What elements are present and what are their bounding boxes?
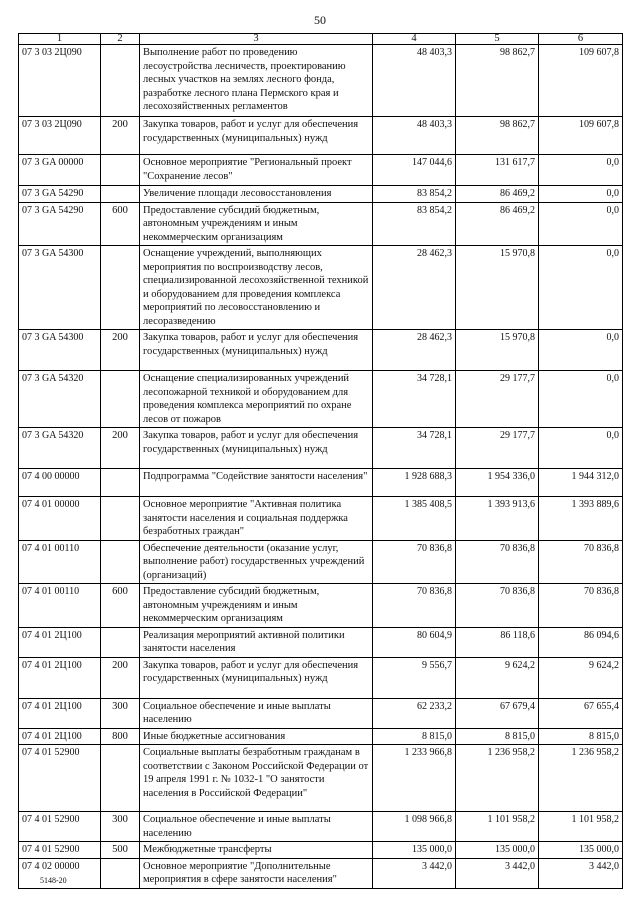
- value-cell: 70 836,8: [373, 584, 456, 628]
- type-cell: 300: [101, 698, 140, 728]
- value-cell: 29 177,7: [456, 428, 539, 469]
- table-body: [19, 45, 623, 889]
- type-cell: 500: [101, 842, 140, 859]
- value-cell: 0,0: [539, 371, 623, 428]
- value-cell: 1 101 958,2: [539, 812, 623, 842]
- code-cell: 07 4 02 00000: [19, 858, 101, 888]
- value-cell: 34 728,1: [373, 371, 456, 428]
- type-cell: [101, 371, 140, 428]
- type-cell: [101, 469, 140, 497]
- column-header: 5: [456, 34, 539, 45]
- value-cell: 109 607,8: [539, 117, 623, 155]
- type-cell: [101, 45, 140, 117]
- value-cell: 83 854,2: [373, 186, 456, 203]
- table-row: [19, 45, 623, 117]
- type-cell: 600: [101, 584, 140, 628]
- code-cell: 07 3 GA 54300: [19, 330, 101, 371]
- value-cell: 3 442,0: [373, 858, 456, 888]
- name-cell: Обеспечение деятельности (оказание услуг, выполнение работ) государственных учреждений (организаций): [140, 540, 373, 584]
- value-cell: 1 098 966,8: [373, 812, 456, 842]
- column-header: 1: [19, 34, 101, 45]
- value-cell: 0,0: [539, 186, 623, 203]
- value-cell: 147 044,6: [373, 155, 456, 186]
- type-cell: [101, 745, 140, 812]
- name-cell: Предоставление субсидий бюджетным, автономным учреждениям и иным некоммерческим организациям: [140, 584, 373, 628]
- code-cell: 07 3 GA 54290: [19, 202, 101, 246]
- name-cell: Иные бюджетные ассигнования: [140, 728, 373, 745]
- value-cell: 86 469,2: [456, 186, 539, 203]
- value-cell: 70 836,8: [456, 540, 539, 584]
- name-cell: Подпрограмма "Содействие занятости населения": [140, 469, 373, 497]
- table-row: [19, 330, 623, 371]
- table-row: [19, 728, 623, 745]
- value-cell: 3 442,0: [539, 858, 623, 888]
- type-cell: 300: [101, 812, 140, 842]
- code-cell: 07 4 01 00000: [19, 497, 101, 541]
- type-cell: 200: [101, 117, 140, 155]
- type-cell: 200: [101, 657, 140, 698]
- code-cell: 07 3 GA 54290: [19, 186, 101, 203]
- value-cell: 86 118,6: [456, 627, 539, 657]
- table-row: [19, 117, 623, 155]
- value-cell: 48 403,3: [373, 117, 456, 155]
- table-row: [19, 540, 623, 584]
- table-row: [19, 858, 623, 888]
- value-cell: 1 928 688,3: [373, 469, 456, 497]
- table-row: [19, 371, 623, 428]
- name-cell: Основное мероприятие "Дополнительные мероприятия в сфере занятости населения": [140, 858, 373, 888]
- table-row: [19, 812, 623, 842]
- value-cell: 28 462,3: [373, 246, 456, 330]
- value-cell: 0,0: [539, 330, 623, 371]
- table-header-row: [19, 34, 623, 45]
- code-cell: 07 4 01 52900: [19, 812, 101, 842]
- code-cell: 07 3 GA 54300: [19, 246, 101, 330]
- value-cell: 70 836,8: [456, 584, 539, 628]
- code-cell: 07 4 01 2Ц100: [19, 728, 101, 745]
- code-cell: 07 4 01 52900: [19, 745, 101, 812]
- value-cell: 1 233 966,8: [373, 745, 456, 812]
- budget-table: [18, 33, 623, 889]
- value-cell: 34 728,1: [373, 428, 456, 469]
- type-cell: [101, 858, 140, 888]
- name-cell: Закупка товаров, работ и услуг для обеспечения государственных (муниципальных) нужд: [140, 657, 373, 698]
- name-cell: Оснащение учреждений, выполняющих мероприятия по воспроизводству лесов, специализированной лесохозяйственной техникой и оборудованием для проведения комплекса мероприятий по лесовосстановлению и лесоразведению: [140, 246, 373, 330]
- value-cell: 48 403,3: [373, 45, 456, 117]
- type-cell: 600: [101, 202, 140, 246]
- table-row: [19, 584, 623, 628]
- name-cell: Оснащение специализированных учреждений лесопожарной техникой и оборудованием для проведения комплекса мероприятий по охране лесов от пожаров: [140, 371, 373, 428]
- value-cell: 1 944 312,0: [539, 469, 623, 497]
- table-row: [19, 246, 623, 330]
- name-cell: Выполнение работ по проведению лесоустройства лесничеств, проектированию лесных участков на землях лесного фонда, разработке лесного плана Пермского края и лесохозяйственных регламентов: [140, 45, 373, 117]
- name-cell: Социальное обеспечение и иные выплаты населению: [140, 698, 373, 728]
- value-cell: 131 617,7: [456, 155, 539, 186]
- value-cell: 83 854,2: [373, 202, 456, 246]
- value-cell: 8 815,0: [373, 728, 456, 745]
- code-cell: 07 3 GA 54320: [19, 371, 101, 428]
- document-code: 5148-20: [40, 876, 67, 885]
- type-cell: [101, 155, 140, 186]
- value-cell: 98 862,7: [456, 45, 539, 117]
- type-cell: [101, 540, 140, 584]
- value-cell: 135 000,0: [456, 842, 539, 859]
- code-cell: 07 3 GA 00000: [19, 155, 101, 186]
- value-cell: 0,0: [539, 202, 623, 246]
- value-cell: 70 836,8: [539, 584, 623, 628]
- value-cell: 29 177,7: [456, 371, 539, 428]
- code-cell: 07 4 01 52900: [19, 842, 101, 859]
- name-cell: Реализация мероприятий активной политики занятости населения: [140, 627, 373, 657]
- value-cell: 15 970,8: [456, 246, 539, 330]
- column-header: 3: [140, 34, 373, 45]
- value-cell: 70 836,8: [373, 540, 456, 584]
- column-header: 6: [539, 34, 623, 45]
- code-cell: 07 3 03 2Ц090: [19, 45, 101, 117]
- value-cell: 9 556,7: [373, 657, 456, 698]
- value-cell: 1 236 958,2: [539, 745, 623, 812]
- code-cell: 07 4 01 00110: [19, 584, 101, 628]
- table-row: [19, 202, 623, 246]
- table-row: [19, 745, 623, 812]
- table-row: [19, 155, 623, 186]
- table-row: [19, 428, 623, 469]
- value-cell: 67 679,4: [456, 698, 539, 728]
- name-cell: Основное мероприятие "Активная политика занятости населения и социальная поддержка безработных граждан": [140, 497, 373, 541]
- value-cell: 135 000,0: [373, 842, 456, 859]
- value-cell: 80 604,9: [373, 627, 456, 657]
- name-cell: Предоставление субсидий бюджетным, автономным учреждениям и иным некоммерческим организациям: [140, 202, 373, 246]
- value-cell: 62 233,2: [373, 698, 456, 728]
- code-cell: 07 3 GA 54320: [19, 428, 101, 469]
- name-cell: Увеличение площади лесовосстановления: [140, 186, 373, 203]
- value-cell: 1 385 408,5: [373, 497, 456, 541]
- type-cell: 200: [101, 330, 140, 371]
- name-cell: Социальные выплаты безработным гражданам в соответствии с Законом Российской Федерации от 19 апреля 1991 г. № 1032-1 "О занятости населения в Российской Федерации": [140, 745, 373, 812]
- type-cell: [101, 627, 140, 657]
- value-cell: 1 954 336,0: [456, 469, 539, 497]
- code-cell: 07 4 01 2Ц100: [19, 627, 101, 657]
- name-cell: Закупка товаров, работ и услуг для обеспечения государственных (муниципальных) нужд: [140, 117, 373, 155]
- name-cell: Закупка товаров, работ и услуг для обеспечения государственных (муниципальных) нужд: [140, 330, 373, 371]
- name-cell: Межбюджетные трансферты: [140, 842, 373, 859]
- type-cell: [101, 497, 140, 541]
- value-cell: 98 862,7: [456, 117, 539, 155]
- type-cell: 200: [101, 428, 140, 469]
- value-cell: 9 624,2: [456, 657, 539, 698]
- value-cell: 0,0: [539, 246, 623, 330]
- value-cell: 8 815,0: [456, 728, 539, 745]
- code-cell: 07 3 03 2Ц090: [19, 117, 101, 155]
- value-cell: 1 393 889,6: [539, 497, 623, 541]
- value-cell: 86 094,6: [539, 627, 623, 657]
- table-row: [19, 842, 623, 859]
- column-header: 4: [373, 34, 456, 45]
- code-cell: 07 4 00 00000: [19, 469, 101, 497]
- table-row: [19, 627, 623, 657]
- value-cell: 3 442,0: [456, 858, 539, 888]
- value-cell: 135 000,0: [539, 842, 623, 859]
- value-cell: 1 101 958,2: [456, 812, 539, 842]
- table-row: [19, 657, 623, 698]
- value-cell: 109 607,8: [539, 45, 623, 117]
- name-cell: Социальное обеспечение и иные выплаты населению: [140, 812, 373, 842]
- value-cell: 70 836,8: [539, 540, 623, 584]
- type-cell: 800: [101, 728, 140, 745]
- table-row: [19, 698, 623, 728]
- column-header: 2: [101, 34, 140, 45]
- table-row: [19, 186, 623, 203]
- value-cell: 1 393 913,6: [456, 497, 539, 541]
- page-number: 50: [314, 13, 326, 27]
- type-cell: [101, 186, 140, 203]
- value-cell: 86 469,2: [456, 202, 539, 246]
- value-cell: 0,0: [539, 155, 623, 186]
- value-cell: 9 624,2: [539, 657, 623, 698]
- value-cell: 15 970,8: [456, 330, 539, 371]
- table-row: [19, 497, 623, 541]
- table-row: [19, 469, 623, 497]
- value-cell: 8 815,0: [539, 728, 623, 745]
- value-cell: 67 655,4: [539, 698, 623, 728]
- value-cell: 28 462,3: [373, 330, 456, 371]
- code-cell: 07 4 01 00110: [19, 540, 101, 584]
- name-cell: Основное мероприятие "Региональный проект "Сохранение лесов": [140, 155, 373, 186]
- code-cell: 07 4 01 2Ц100: [19, 698, 101, 728]
- type-cell: [101, 246, 140, 330]
- name-cell: Закупка товаров, работ и услуг для обеспечения государственных (муниципальных) нужд: [140, 428, 373, 469]
- code-cell: 07 4 01 2Ц100: [19, 657, 101, 698]
- value-cell: 0,0: [539, 428, 623, 469]
- value-cell: 1 236 958,2: [456, 745, 539, 812]
